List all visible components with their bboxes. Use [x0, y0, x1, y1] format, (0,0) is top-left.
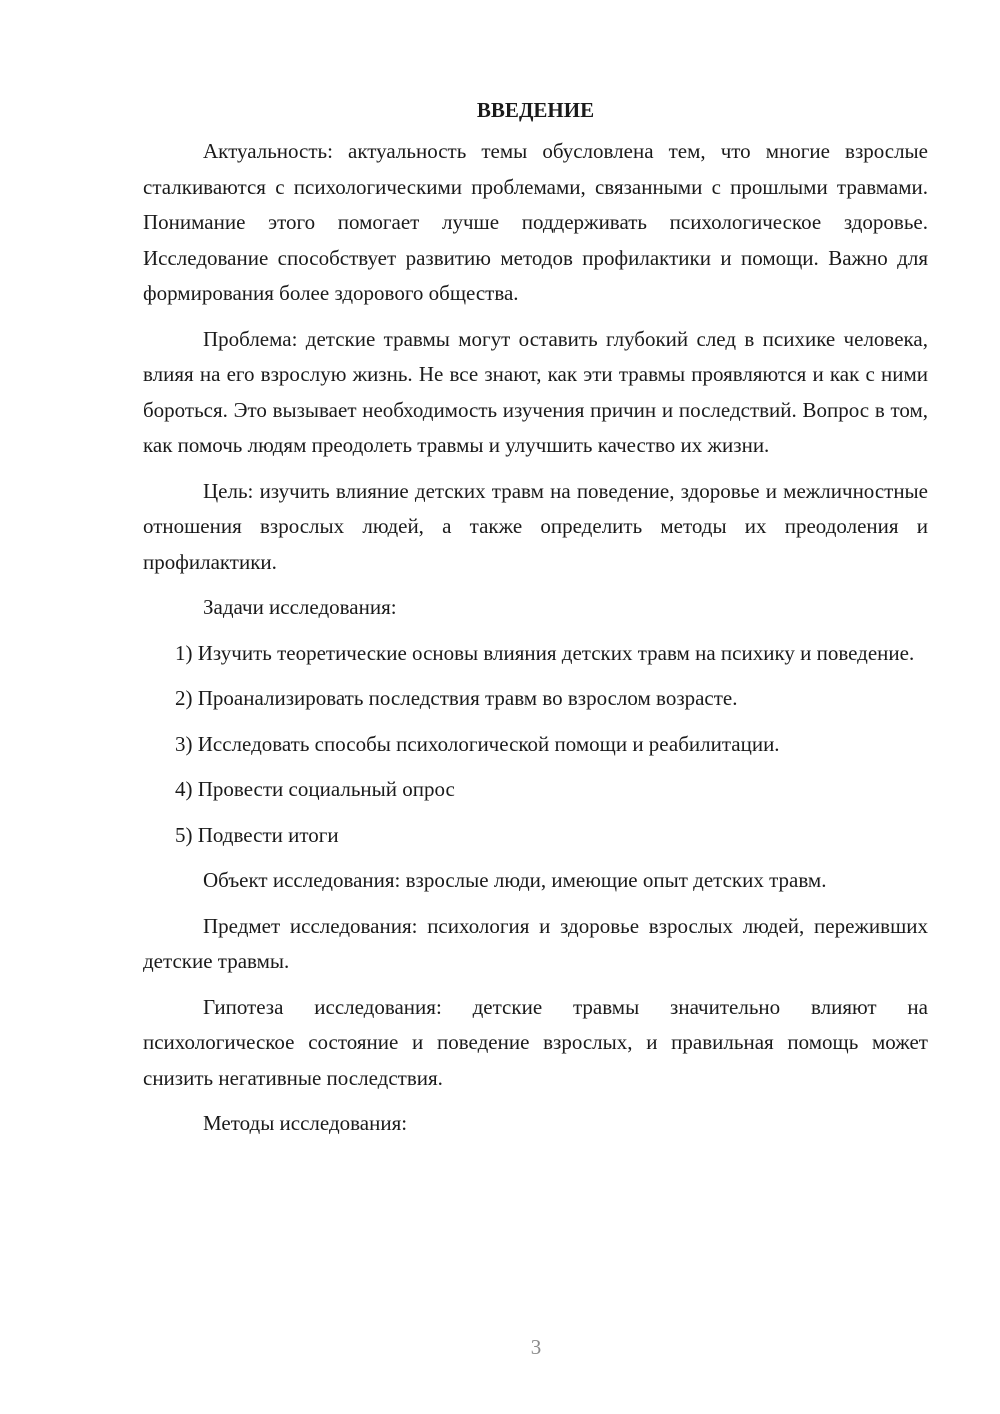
- methods-heading: Методы исследования:: [203, 1111, 408, 1135]
- tasks-heading: Задачи исследования:: [203, 595, 397, 619]
- relevance-paragraph: Актуальность: актуальность темы обусловлена тем, что многие взрослые сталкиваются с психологическими проблемами, связанными с прошлыми травмами. Понимание этого помогает лучше поддерживать психологическое здоровье. Исследование способствует развитию методов профилактики и помощи. Важно для формирования более здорового общества.: [143, 139, 928, 305]
- problem-paragraph: Проблема: детские травмы могут оставить глубокий след в психике человека, влияя на его взрослую жизнь. Не все знают, как эти травмы проявляются и как с ними бороться. Это вызывает необходимость изучения причин и последствий. Вопрос в том, как помочь людям преодолеть травмы и улучшить качество их жизни.: [143, 326, 928, 457]
- task-item-2: 2) Проанализировать последствия травм во взрослом возрасте.: [175, 686, 738, 710]
- task-item-3: 3) Исследовать способы психологической помощи и реабилитации.: [175, 731, 780, 756]
- task-item-5: 5) Подвести итоги: [175, 822, 339, 847]
- object-paragraph: Объект исследования: взрослые люди, имеющие опыт детских травм.: [203, 868, 827, 892]
- subject-paragraph: Предмет исследования: психология и здоровье взрослых людей, переживших детские травмы.: [143, 913, 928, 973]
- section-title: ВВЕДЕНИЕ: [476, 98, 595, 122]
- task-item-1: 1) Изучить теоретические основы влияния детских травм на психику и поведение.: [175, 640, 915, 665]
- hypothesis-paragraph: Гипотеза исследования: детские травмы значительно влияют на психологическое состояние и поведение взрослых, и правильная помощь может снизить негативные последствия.: [143, 994, 928, 1090]
- page-number: 3: [530, 1335, 542, 1359]
- document-body: [143, 95, 928, 1152]
- task-item-4: 4) Провести социальный опрос: [175, 777, 455, 801]
- goal-paragraph: Цель: изучить влияние детских травм на поведение, здоровье и межличностные отношения взрослых людей, а также определить методы их преодоления и профилактики.: [143, 478, 928, 574]
- tasks-list: [143, 636, 928, 854]
